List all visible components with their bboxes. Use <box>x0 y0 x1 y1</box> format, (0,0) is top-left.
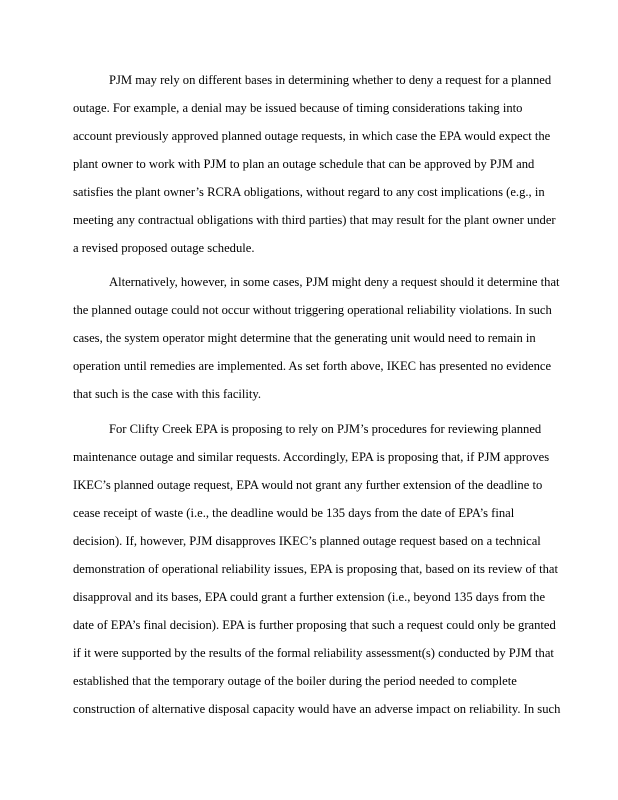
text-line: account previously approved planned outage requests, in which case the EPA would expect the <box>73 129 551 143</box>
text-line: Alternatively, however, in some cases, PJM might deny a request should it determine that <box>109 275 560 289</box>
text-line: IKEC’s planned outage request, EPA would not grant any further extension of the deadline to <box>73 478 543 492</box>
text-line: decision). If, however, PJM disapproves IKEC’s planned outage request based on a technical <box>73 534 541 548</box>
text-line: PJM may rely on different bases in determining whether to deny a request for a planned <box>109 73 552 87</box>
text-line: construction of alternative disposal capacity would have an adverse impact on reliability. In such <box>73 702 561 716</box>
text-line: demonstration of operational reliability issues, EPA is proposing that, based on its review of that <box>73 562 559 576</box>
text-line: cases, the system operator might determine that the generating unit would need to remain in <box>73 331 536 345</box>
text-line: the planned outage could not occur without triggering operational reliability violations. In such <box>73 303 552 317</box>
text-line: meeting any contractual obligations with third parties) that may result for the plant owner under <box>73 213 556 227</box>
text-line: outage. For example, a denial may be issued because of timing considerations taking into <box>73 101 523 115</box>
text-line: satisfies the plant owner’s RCRA obligations, without regard to any cost implications (e.g., in <box>73 185 545 199</box>
text-line: date of EPA’s final decision). EPA is further proposing that such a request could only be granted <box>73 618 556 632</box>
text-line: if it were supported by the results of the formal reliability assessment(s) conducted by PJM that <box>73 646 554 660</box>
text-line: cease receipt of waste (i.e., the deadline would be 135 days from the date of EPA’s final <box>73 506 515 520</box>
text-line: maintenance outage and similar requests. Accordingly, EPA is proposing that, if PJM approves <box>73 450 550 464</box>
text-line: established that the temporary outage of the boiler during the period needed to complete <box>73 674 517 688</box>
text-line: a revised proposed outage schedule. <box>73 241 255 255</box>
text-line: plant owner to work with PJM to plan an outage schedule that can be approved by PJM and <box>73 157 535 171</box>
text-line: operation until remedies are implemented. As set forth above, IKEC has presented no evidence <box>73 359 552 373</box>
text-line: that such is the case with this facility. <box>73 387 262 401</box>
text-line: disapproval and its bases, EPA could grant a further extension (i.e., beyond 135 days from the <box>73 590 546 604</box>
text-line: For Clifty Creek EPA is proposing to rely on PJM’s procedures for reviewing planned <box>109 422 542 436</box>
